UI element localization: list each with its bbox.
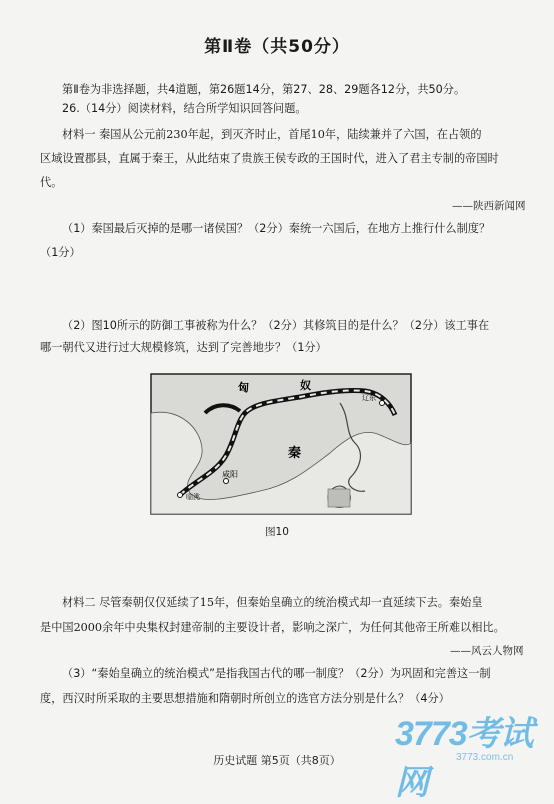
sub-question-2-line-2: 哪一朝代又进行过大规模修筑，达到了完善地步？（1分） <box>40 341 327 354</box>
watermark-url: 3773.com.cn <box>456 752 514 763</box>
sub-question-2-line-1: （2）图10所示的防御工事被称为什么？（2分）其修筑目的是什么？（2分）该工事在 <box>62 319 490 332</box>
great-wall-map <box>150 373 412 515</box>
material-1-line-2: 区域设置郡县，直属于秦王，从此结束了贵族王侯专政的王国时代，进入了君主专制的帝国时 <box>40 152 499 165</box>
xianyang-marker <box>224 479 229 484</box>
sub-question-3-line-2: 度，西汉时所采取的主要思想措施和隋朝时所创立的选官方法分别是什么？（4分） <box>40 692 450 705</box>
map-label-nu: 奴 <box>300 380 311 392</box>
liaodong-marker <box>380 401 385 406</box>
material-2-line-1: 材料二 尽管秦朝仅仅延续了15年，但秦始皇确立的统治模式却一直延续下去。秦始皇 <box>62 596 483 609</box>
material-1-line-3: 代。 <box>40 176 63 189</box>
material-2-line-2: 是中国2000余年中央集权封建帝制的主要设计者，影响之深广，为任何其他帝王所难以相比。 <box>40 621 505 634</box>
material-2-source: ——风云人物网 <box>450 645 524 657</box>
map-label-lintao: 临洮 <box>186 494 200 501</box>
map-label-xiong: 匈 <box>238 382 249 394</box>
material-1-source: ——陕西新闻网 <box>452 200 526 212</box>
exam-section-title: 第Ⅱ卷（共50分） <box>204 37 350 57</box>
watermark-logo: 3773考试网 <box>395 715 533 802</box>
map-svg <box>150 373 412 515</box>
material-1-line-1: 材料一 秦国从公元前230年起，到灭齐时止，首尾10年，陆续兼并了六国，在占领的 <box>62 128 482 141</box>
page-footer: 历史试题 第5页（共8页） <box>213 754 341 767</box>
section-intro: 第Ⅱ卷为非选择题，共4道题，第26题14分，第27、28、29题各12分，共50分。 <box>62 83 466 96</box>
question-26-heading: 26.（14分）阅读材料，结合所学知识回答问题。 <box>62 102 307 115</box>
map-sea-box <box>328 489 350 507</box>
map-label-liaodong: 辽东 <box>362 395 376 402</box>
map-label-xianyang: 咸阳 <box>222 470 238 479</box>
lintao-marker <box>178 493 183 498</box>
sub-question-1-line-1: （1）秦国最后灭掉的是哪一诸侯国？（2分）秦统一六国后，在地方上推行什么制度？ <box>62 222 491 235</box>
sub-question-1-line-2: （1分） <box>40 246 81 259</box>
figure-caption: 图10 <box>265 526 289 538</box>
sub-question-3-line-1: （3）“秦始皇确立的统治模式”是指我国古代的哪一制度？（2分）为巩固和完善这一制 <box>62 667 491 680</box>
map-label-qin: 秦 <box>288 445 302 460</box>
